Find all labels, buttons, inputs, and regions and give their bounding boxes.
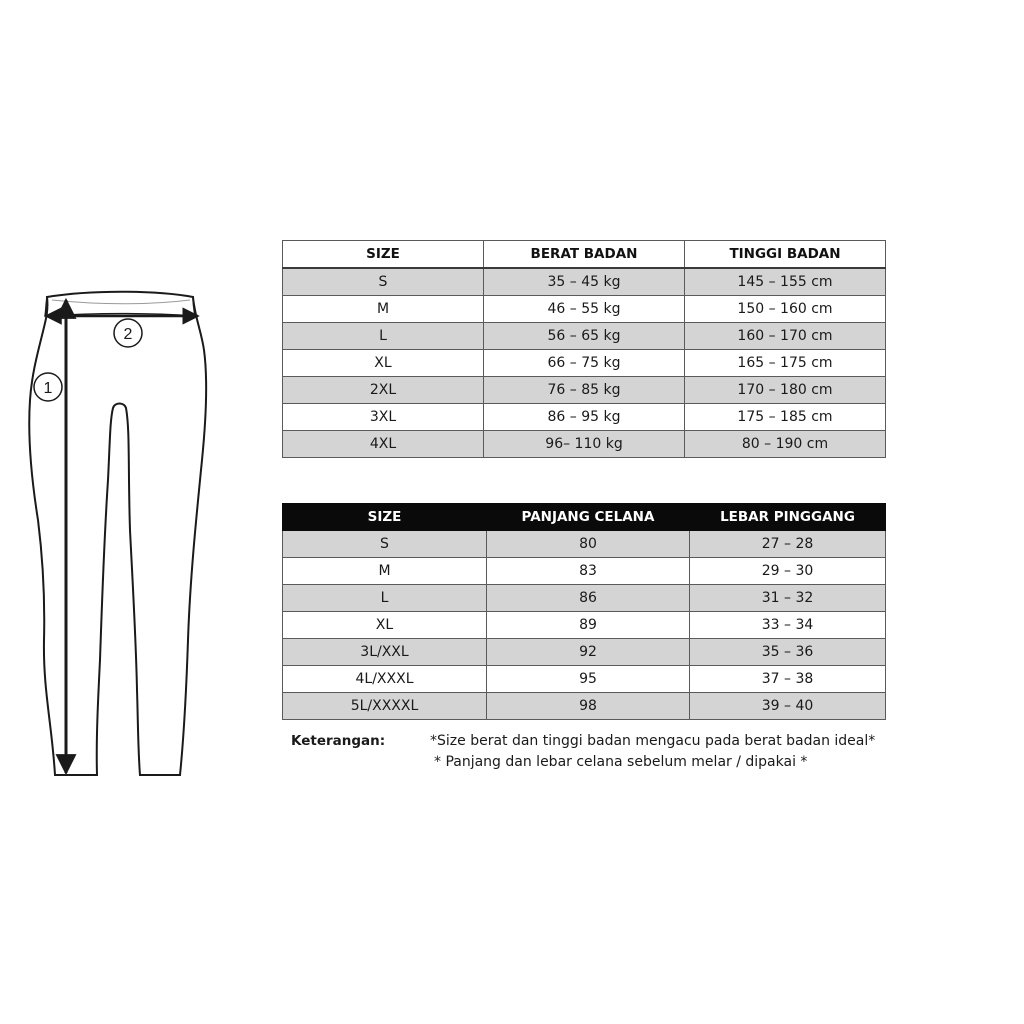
cell-height: 80 – 190 cm — [685, 431, 886, 458]
table-row — [283, 639, 886, 666]
cell-waist: 37 – 38 — [690, 666, 886, 693]
cell-waist: 29 – 30 — [690, 558, 886, 585]
size-weight-height-table — [282, 240, 886, 458]
marker-waist-label: 2 — [123, 326, 133, 343]
cell-size: 3XL — [283, 404, 484, 431]
cell-waist: 39 – 40 — [690, 693, 886, 720]
cell-length: 80 — [487, 531, 690, 558]
cell-length: 83 — [487, 558, 690, 585]
table-header-row — [283, 241, 886, 269]
cell-weight: 35 – 45 kg — [484, 268, 685, 296]
cell-size: S — [283, 531, 487, 558]
cell-length: 95 — [487, 666, 690, 693]
cell-weight: 56 – 65 kg — [484, 323, 685, 350]
table-row — [283, 612, 886, 639]
header-size: SIZE — [283, 241, 484, 269]
header-weight: BERAT BADAN — [484, 241, 685, 269]
cell-height: 160 – 170 cm — [685, 323, 886, 350]
cell-height: 150 – 160 cm — [685, 296, 886, 323]
cell-weight: 86 – 95 kg — [484, 404, 685, 431]
marker-length-label: 1 — [43, 380, 53, 397]
cell-size: XL — [283, 350, 484, 377]
cell-height: 145 – 155 cm — [685, 268, 886, 296]
cell-size: L — [283, 585, 487, 612]
note-line-1: *Size berat dan tinggi badan mengacu pada berat badan ideal* — [430, 733, 876, 749]
notes-label: Keterangan: — [291, 733, 386, 749]
cell-size: M — [283, 558, 487, 585]
header-height: TINGGI BADAN — [685, 241, 886, 269]
cell-weight: 76 – 85 kg — [484, 377, 685, 404]
table-row — [283, 268, 886, 296]
pants-outline — [29, 292, 206, 775]
table-row — [283, 431, 886, 458]
cell-weight: 66 – 75 kg — [484, 350, 685, 377]
table-row — [283, 377, 886, 404]
cell-waist: 33 – 34 — [690, 612, 886, 639]
cell-height: 170 – 180 cm — [685, 377, 886, 404]
cell-height: 175 – 185 cm — [685, 404, 886, 431]
cell-length: 89 — [487, 612, 690, 639]
table-row — [283, 693, 886, 720]
cell-weight: 46 – 55 kg — [484, 296, 685, 323]
cell-length: 86 — [487, 585, 690, 612]
table-header-row — [283, 504, 886, 531]
cell-waist: 31 – 32 — [690, 585, 886, 612]
table-row — [283, 296, 886, 323]
cell-size: 3L/XXL — [283, 639, 487, 666]
cell-size: S — [283, 268, 484, 296]
cell-size: L — [283, 323, 484, 350]
cell-weight: 96– 110 kg — [484, 431, 685, 458]
table-row — [283, 531, 886, 558]
cell-height: 165 – 175 cm — [685, 350, 886, 377]
cell-size: 5L/XXXXL — [283, 693, 487, 720]
table-row — [283, 404, 886, 431]
cell-length: 98 — [487, 693, 690, 720]
cell-size: XL — [283, 612, 487, 639]
table-row — [283, 558, 886, 585]
header-length: PANJANG CELANA — [487, 504, 690, 531]
table-row — [283, 323, 886, 350]
header-waist: LEBAR PINGGANG — [690, 504, 886, 531]
size-length-waist-table — [282, 503, 886, 720]
cell-length: 92 — [487, 639, 690, 666]
cell-size: 2XL — [283, 377, 484, 404]
cell-waist: 27 – 28 — [690, 531, 886, 558]
table-row — [283, 666, 886, 693]
cell-waist: 35 – 36 — [690, 639, 886, 666]
header-size: SIZE — [283, 504, 487, 531]
cell-size: 4L/XXXL — [283, 666, 487, 693]
note-line-2: * Panjang dan lebar celana sebelum melar / dipakai * — [434, 754, 808, 770]
cell-size: M — [283, 296, 484, 323]
table-row — [283, 350, 886, 377]
table-row — [283, 585, 886, 612]
cell-size: 4XL — [283, 431, 484, 458]
